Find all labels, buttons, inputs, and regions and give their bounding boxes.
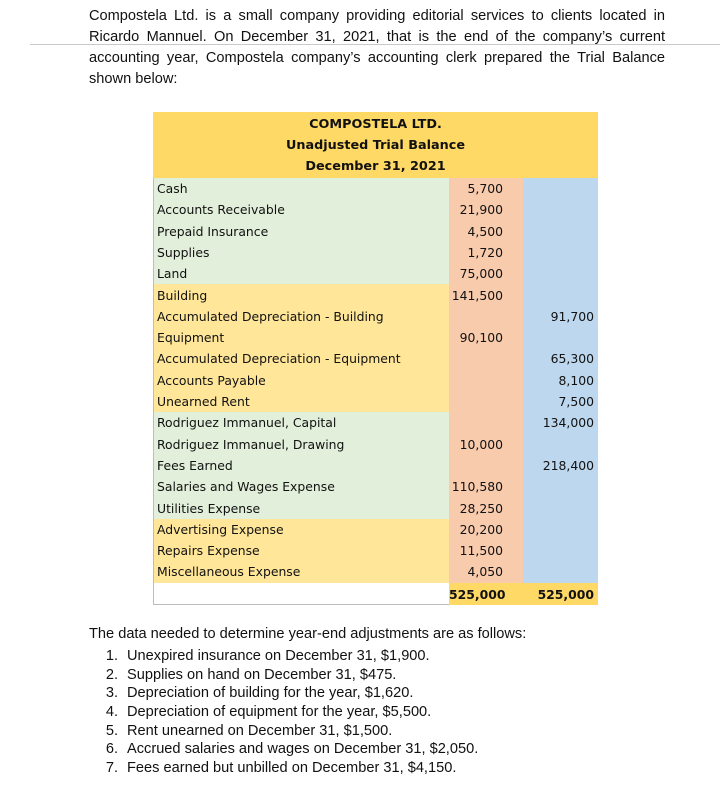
account-name: Supplies (157, 244, 210, 260)
credit-amount: 7,500 (558, 394, 594, 409)
account-row (153, 476, 598, 497)
debit-amount: 20,200 (459, 521, 503, 537)
account-row (153, 434, 598, 455)
debit-amount: 141,500 (451, 287, 503, 303)
adjustment-text: Supplies on hand on December 31, $475. (127, 666, 397, 683)
account-name: Accumulated Depreciation - Building (157, 308, 384, 324)
account-row (153, 221, 598, 242)
adjustment-item (89, 723, 478, 742)
account-name: Miscellaneous Expense (157, 564, 301, 580)
account-row (153, 455, 598, 476)
credit-amount: 91,700 (550, 308, 594, 324)
account-row (153, 498, 598, 519)
adjustment-number: 2. (105, 666, 118, 683)
account-name: Utilities Expense (157, 500, 261, 516)
account-row (153, 391, 598, 412)
adjustment-item (89, 667, 478, 686)
account-row (153, 370, 598, 391)
debit-amount: 4,050 (467, 564, 503, 580)
company-name: COMPOSTELA LTD. (309, 117, 442, 132)
trial-balance-table (153, 112, 598, 605)
debit-amount: 90,100 (459, 330, 503, 346)
account-name: Fees Earned (157, 457, 233, 473)
account-row (153, 348, 598, 369)
account-name: Rodriguez Immanuel, Capital (157, 415, 337, 431)
account-row (153, 561, 598, 582)
account-name: Accumulated Depreciation - Equipment (157, 351, 401, 367)
account-row (153, 540, 598, 561)
account-name: Unearned Rent (157, 394, 250, 409)
debit-amount: 5,700 (467, 181, 503, 196)
debit-amount: 110,580 (451, 479, 503, 495)
adjustment-text: Rent unearned on December 31, $1,500. (127, 722, 393, 739)
adjustment-item (89, 741, 478, 760)
account-row (153, 412, 598, 433)
adjustment-item (89, 648, 478, 667)
adjustment-text: Depreciation of equipment for the year, $5,500. (127, 704, 432, 721)
debit-amount: 28,250 (459, 500, 503, 516)
adjustments-list (89, 648, 478, 779)
adjustment-text: Accrued salaries and wages on December 31, $2,050. (127, 741, 479, 758)
account-row (153, 242, 598, 263)
table-title: Unadjusted Trial Balance (285, 138, 466, 153)
adjustment-item (89, 685, 478, 704)
credit-amount: 218,400 (542, 457, 594, 473)
credit-amount: 8,100 (558, 372, 594, 388)
adjustment-number: 6. (105, 741, 118, 758)
account-name: Rodriguez Immanuel, Drawing (157, 436, 345, 452)
intro-paragraph: Compostela Ltd. is a small company providing editorial services to clients located in Ricardo Mannuel. On December 31, 2021, that is the end of the company’s current accounting year, Compostela company’s accounting clerk prepared the Trial Balance shown below: (89, 8, 665, 87)
account-row (153, 519, 598, 540)
debit-amount: 1,720 (467, 244, 503, 260)
adjustment-text: Depreciation of building for the year, $1,620. (127, 685, 414, 702)
adjustment-number: 5. (105, 722, 118, 739)
account-row (153, 306, 598, 327)
total-debit: 525,000 (449, 587, 506, 602)
adjustment-number: 4. (105, 704, 118, 721)
debit-amount: 11,500 (459, 543, 503, 559)
adjustment-number: 7. (105, 760, 118, 777)
divider-line (30, 44, 720, 45)
credit-amount: 134,000 (542, 415, 594, 431)
adjustment-number: 3. (105, 685, 118, 702)
adjustment-text: Fees earned but unbilled on December 31, $4,150. (127, 760, 457, 777)
account-row (153, 285, 598, 306)
debit-amount: 4,500 (467, 223, 503, 239)
band-white (154, 583, 450, 604)
adjustment-text: Unexpired insurance on December 31, $1,900. (127, 648, 430, 664)
adjustment-item (89, 760, 478, 779)
debit-amount: 21,900 (459, 202, 503, 218)
debit-amount: 10,000 (459, 436, 503, 452)
adjustment-item (89, 704, 478, 723)
account-name: Repairs Expense (157, 543, 260, 559)
credit-amount: 65,300 (550, 351, 594, 367)
debit-amount: 75,000 (459, 266, 503, 282)
account-row (153, 327, 598, 348)
account-name: Prepaid Insurance (157, 223, 269, 239)
account-name: Land (157, 266, 188, 282)
account-name: Accounts Receivable (157, 202, 285, 218)
adjustments-intro: The data needed to determine year-end adjustments are as follows: (89, 626, 527, 642)
account-row (153, 178, 598, 199)
table-date: December 31, 2021 (305, 159, 446, 174)
account-name: Cash (157, 181, 188, 196)
account-name: Equipment (157, 330, 225, 346)
total-credit: 525,000 (537, 587, 594, 602)
account-name: Advertising Expense (157, 521, 284, 537)
account-row (153, 263, 598, 284)
account-row (153, 199, 598, 220)
account-name: Salaries and Wages Expense (157, 479, 335, 495)
account-name: Accounts Payable (157, 372, 266, 388)
adjustment-number: 1. (105, 648, 118, 664)
account-name: Building (157, 287, 208, 303)
